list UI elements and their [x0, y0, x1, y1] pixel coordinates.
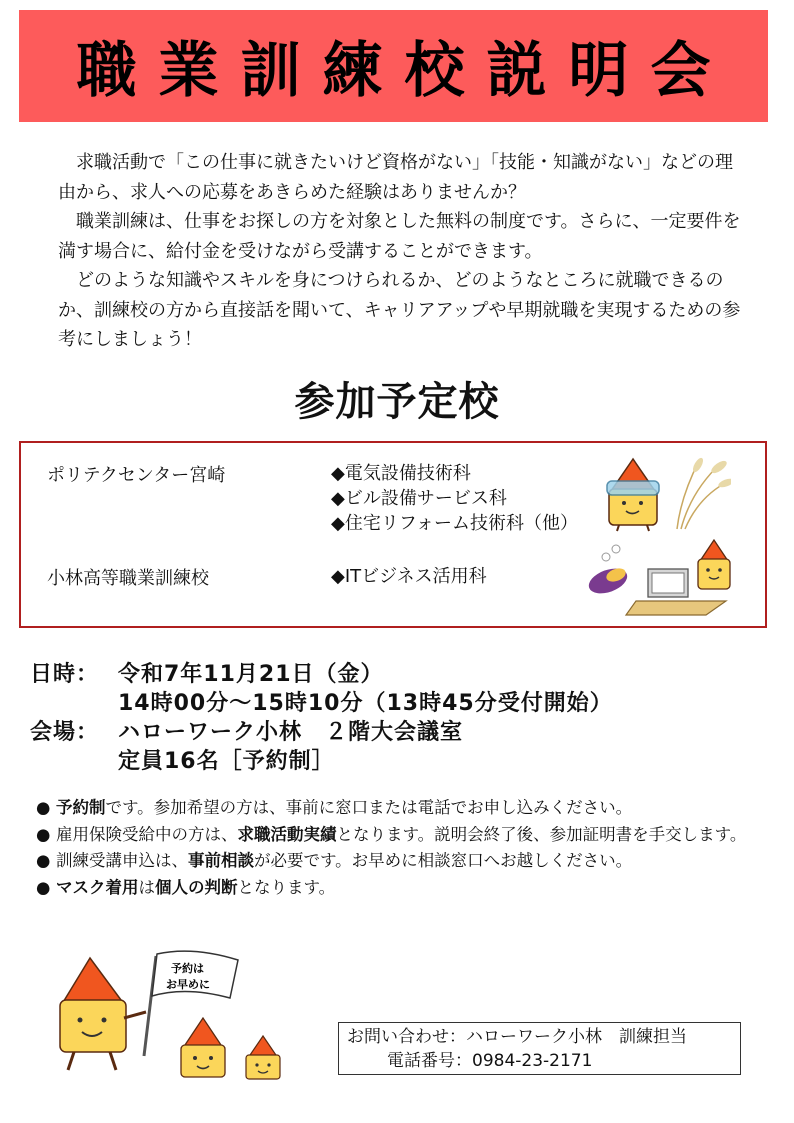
note-emphasis: 事前相談	[188, 851, 254, 870]
note-item	[36, 822, 756, 849]
note-text: が必要です。お早めに相談窓口へお越しください。	[254, 851, 633, 870]
intro-paragraph: 求職活動で「この仕事に就きたいけど資格がない」「技能・知識がない」などの理由から、求人への応募をあきらめた経験はありませんか？	[58, 152, 733, 203]
date-row	[30, 660, 613, 689]
note-text: は	[138, 877, 155, 897]
note-text: 訓練受講申込は、	[56, 851, 188, 870]
course-list	[331, 461, 578, 536]
note-text: です。参加希望の方は、事前に窓口または電話でお申し込みください。	[105, 798, 633, 817]
course-list	[331, 564, 487, 589]
venue-value: ハローワーク小林 ２階大会議室	[118, 720, 464, 745]
page-title: 職業訓練校説明会	[76, 36, 733, 106]
intro-text	[58, 148, 748, 355]
note-text: となります。	[237, 877, 336, 897]
note-text: 雇用保険受給中の方は、	[56, 824, 238, 844]
time-value: 14時00分～15時10分（13時45分受付開始）	[118, 691, 613, 716]
note-emphasis: 求職活動実績	[237, 824, 337, 844]
course-item: ◆ITビジネス活用科	[331, 566, 487, 587]
intro-paragraph: 職業訓練は、仕事をお探しの方を対象とした無料の制度です。さらに、一定要件を満す場合に、給付金を受けながら受講することができます。	[58, 211, 741, 262]
school-row	[47, 564, 487, 590]
school-list-box	[19, 441, 767, 628]
note-emphasis: 個人の判断	[155, 877, 238, 897]
flag-text-line1: 予約は	[171, 962, 204, 975]
school-row	[47, 461, 578, 534]
note-text: となります。説明会終了後、参加証明書を手交します。	[336, 824, 747, 844]
school-name: ポリテクセンター宮崎	[47, 465, 226, 486]
note-emphasis: 予約制	[56, 798, 106, 817]
note-emphasis: マスク着用	[56, 877, 139, 897]
note-item	[36, 875, 756, 902]
mascot-flag-illustration	[58, 948, 298, 1083]
date-label: 日時：	[30, 662, 100, 687]
venue-row	[30, 718, 613, 747]
course-item: ◆住宅リフォーム技術科（他）	[331, 513, 578, 534]
phone-number: 電話番号：0984-23-2171	[387, 1051, 593, 1071]
intro-paragraph: どのような知識やスキルを身につけられるか、どのようなところに就職できるのか、訓練校の方から直接話を聞いて、キャリアアップや早期就職を実現するための参考にしましょう！	[58, 270, 741, 350]
school-name: 小林高等職業訓練校	[47, 568, 209, 589]
date-value: 令和7年11月21日（金）	[118, 662, 384, 687]
venue-label: 会場：	[30, 720, 100, 745]
mascot-helmet-illustration	[581, 451, 731, 533]
bullet-icon: ●	[36, 798, 51, 817]
flag-text-line2: お早めに	[166, 978, 210, 991]
title-banner	[19, 10, 768, 122]
mascot-computer-illustration	[586, 535, 746, 620]
contact-line: お問い合わせ：ハローワーク小林 訓練担当	[347, 1027, 687, 1047]
contact-box	[338, 1022, 741, 1075]
section-title: 参加予定校	[294, 379, 500, 425]
note-item	[36, 848, 756, 875]
course-item: ◆ビル設備サービス科	[331, 488, 507, 509]
notes-list	[36, 795, 756, 901]
bullet-icon: ●	[36, 877, 51, 897]
note-item	[36, 795, 756, 822]
event-info	[30, 660, 613, 776]
bullet-icon: ●	[36, 851, 51, 870]
capacity-value: 定員16名［予約制］	[118, 749, 335, 774]
bullet-icon: ●	[36, 824, 51, 844]
course-item: ◆電気設備技術科	[331, 463, 471, 484]
